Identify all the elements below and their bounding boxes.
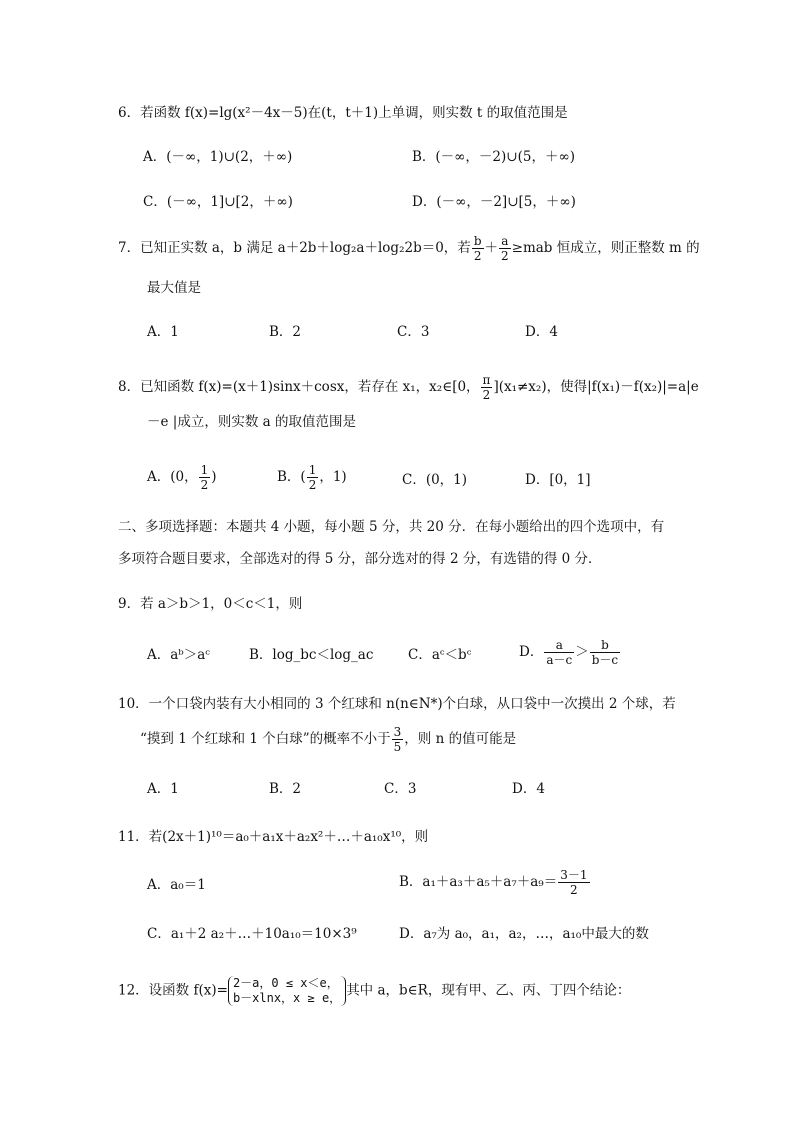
- q8-option-d: D．[0，1]: [525, 472, 591, 488]
- q8-option-a-pre: A．(0，: [147, 469, 198, 485]
- q11-option-b: [399, 868, 591, 897]
- q7-plus: ＋: [484, 240, 498, 256]
- q6-option-a: A．(－∞，1)∪(2，＋∞): [143, 149, 293, 165]
- q7-fraction-b-over-2: [472, 234, 484, 263]
- q11-stem: 11．若(2x＋1)¹⁰＝a₀＋a₁x＋a₂x²＋…＋a₁₀x¹⁰，则: [118, 829, 429, 845]
- q10-line2-part2: ，则 n 的值可能是: [404, 731, 517, 747]
- q8-stem-part2: ](x₁≠x₂)，使得|f(x₁)－f(x₂)|=a|e: [493, 379, 699, 395]
- q8-option-a-den: 2: [200, 478, 209, 492]
- q6-stem: 6．若函数 f(x)=lg(x²－4x－5)在(t，t＋1)上单调，则实数 t 的取值范围是: [118, 105, 568, 121]
- q8-stem-line2: －e |成立，则实数 a 的取值范围是: [147, 414, 356, 430]
- q11-option-b-pre: B．a₁＋a₃＋a₅＋a₇＋a₉＝: [399, 874, 558, 890]
- q8-pi-den: 2: [482, 388, 491, 402]
- section2-heading-line1: 二、多项选择题：本题共 4 小题，每小题 5 分，共 20 分．在每小题给出的四个选项中，有: [118, 519, 665, 535]
- q10-stem-line2: [140, 725, 516, 754]
- q7-stem-line2: 最大值是: [147, 280, 201, 296]
- q7-frac2-num: a: [499, 234, 511, 249]
- q6-option-c: C．(－∞，1]∪[2，＋∞): [143, 194, 293, 210]
- q7-option-c: C．3: [397, 324, 430, 340]
- q10-option-a: A．1: [147, 781, 179, 797]
- q11-option-a: A．a₀＝1: [147, 877, 206, 893]
- q9-option-c: C．aᶜ＜bᶜ: [408, 647, 472, 663]
- q9-option-a: A．aᵇ＞aᶜ: [147, 647, 210, 663]
- q10-option-c: C．3: [384, 781, 417, 797]
- q8-option-c: C．(0，1): [402, 472, 468, 488]
- q8-option-b-den: 2: [308, 478, 317, 492]
- q8-option-a-post: ): [211, 469, 217, 485]
- q10-fraction-3-5: [392, 725, 404, 754]
- q11-option-b-den: 2: [570, 883, 578, 897]
- q6-option-b: B．(－∞，－2)∪(5，＋∞): [412, 149, 575, 165]
- q7-option-a: A．1: [147, 324, 179, 340]
- q10-stem: 10．一个口袋内装有大小相同的 3 个红球和 n(n∈N*)个白球，从口袋中一次摸出 2 个球，若: [118, 696, 676, 712]
- q7-stem-part1: 7．已知正实数 a，b 满足 a＋2b＋log₂a＋log₂2b＝0，若: [118, 240, 471, 256]
- q9-option-d-pre: D．: [519, 644, 544, 660]
- q10-frac-num: 3: [393, 725, 402, 739]
- q10-option-d: D．4: [512, 781, 545, 797]
- q10-option-b: B．2: [269, 781, 302, 797]
- q12-stem-part2: 其中 a，b∈R，现有甲、乙、丙、丁四个结论：: [346, 982, 631, 999]
- q9-option-d-num1: a: [544, 638, 574, 653]
- q8-option-b-post: ，1): [319, 469, 347, 485]
- q7-option-d: D．4: [525, 324, 558, 340]
- q8-stem-part1: 8．已知函数 f(x)=(x＋1)sinx＋cosx，若存在 x₁，x₂∈[0，: [118, 379, 480, 395]
- q7-frac1-den: 2: [473, 249, 482, 263]
- q7-fraction-a-over-2: [499, 234, 511, 263]
- q9-option-d-frac2: [590, 638, 620, 667]
- q8-option-b-frac: [307, 463, 319, 492]
- q8-option-a-num: 1: [200, 463, 209, 477]
- q7-stem: [118, 234, 700, 263]
- q8-pi-num: π: [482, 373, 491, 387]
- q6-option-d: D．(－∞，－2]∪[5，＋∞): [412, 194, 576, 210]
- q7-frac1-num: b: [473, 234, 482, 248]
- q9-option-d-num2: b: [590, 638, 620, 653]
- section2-heading-line2: 多项符合题目要求，全部选对的得 5 分，部分选对的得 2 分，有选错的得 0 分．: [118, 551, 602, 567]
- q8-stem: [118, 373, 699, 402]
- q12-case1: 2－a，0 ≤ x＜e，: [232, 976, 339, 990]
- q7-stem-part2: ≥mab 恒成立，则正整数 m 的: [511, 240, 700, 256]
- q11-option-d: D．a₇为 a₀，a₁，a₂，…，a₁₀中最大的数: [399, 926, 649, 942]
- q8-option-b: [277, 463, 347, 492]
- q7-frac2-den: 2: [501, 249, 509, 263]
- q11-option-b-frac: [558, 868, 589, 897]
- q9-option-d-gt: ＞: [575, 644, 589, 660]
- q9-option-d-den1: a－c: [546, 653, 573, 667]
- q12-case2: b－xlnx，x ≥ e，: [232, 991, 342, 1005]
- q8-option-b-pre: B．(: [277, 469, 306, 485]
- q7-option-b: B．2: [269, 324, 302, 340]
- q11-option-c: C．a₁＋2 a₂＋…＋10a₁₀＝10×3⁹: [147, 926, 357, 942]
- q9-option-d: [519, 638, 621, 667]
- q8-option-a-frac: [199, 463, 211, 492]
- q11-option-b-num: 3－1: [560, 868, 588, 882]
- q9-option-d-frac1: [544, 638, 574, 667]
- q9-option-d-den2: b－c: [591, 653, 619, 667]
- q8-option-b-num: 1: [308, 463, 317, 477]
- q12-stem: [118, 976, 630, 1006]
- q9-stem: 9．若 a＞b＞1，0＜c＜1，则: [118, 596, 303, 612]
- q8-fraction-pi-over-2: [481, 373, 493, 402]
- q12-stem-part1: 12．设函数 f(x)=: [118, 982, 228, 999]
- q12-piecewise: [228, 976, 346, 1006]
- q10-line2-part1: “摸到 1 个红球和 1 个白球”的概率不小于: [140, 731, 391, 747]
- q8-option-a: [147, 463, 217, 492]
- q9-option-b: B．log_bc＜log_ac: [249, 647, 374, 663]
- q10-frac-den: 5: [393, 740, 402, 754]
